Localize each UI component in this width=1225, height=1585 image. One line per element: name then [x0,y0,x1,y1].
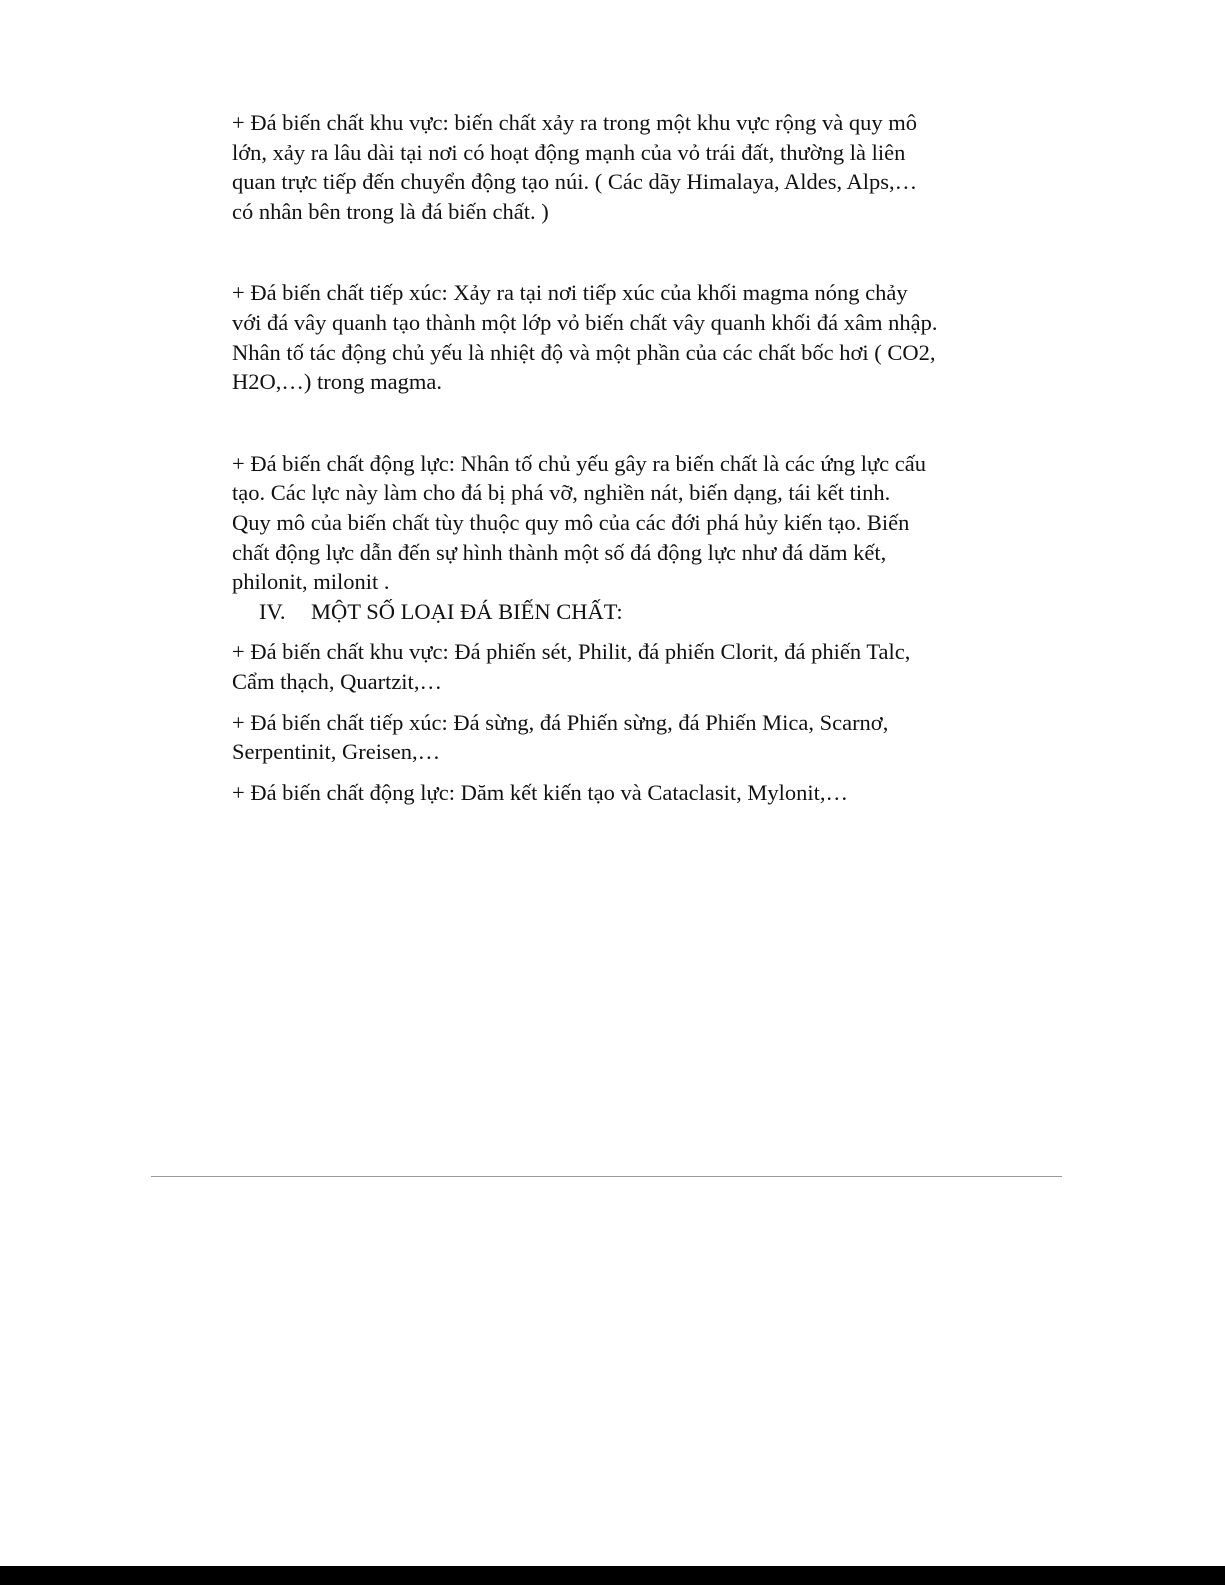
section-title: MỘT SỐ LOẠI ĐÁ BIẾN CHẤT: [311,598,623,624]
list-item-regional-rocks: + Đá biến chất khu vực: Đá phiến sét, Philit, đá phiến Clorit, đá phiến Talc, Cẩm thạch, Quartzit,… [232,639,911,694]
paragraph-contact-metamorphism: + Đá biến chất tiếp xúc: Xảy ra tại nơi tiếp xúc của khối magma nóng chảy với đá vây quanh tạo thành một lớp vỏ biến chất vây quanh khối đá xâm nhập. Nhân tố tác động chủ yếu là nhiệt độ và một phần của các chất bốc hơi ( CO2, H2O,…) trong magma. [232,280,938,395]
section-number: IV. [259,598,286,624]
list-item-dynamic-rocks: + Đá biến chất động lực: Dăm kết kiến tạo và Cataclasit, Mylonit,… [232,779,848,805]
paragraph-regional-metamorphism: + Đá biến chất khu vực: biến chất xảy ra trong một khu vực rộng và quy mô lớn, xảy ra lâu dài tại nơi có hoạt động mạnh của vỏ trái đất, thường là liên quan trực tiếp đến chuyển động tạo núi. ( Các dãy Himalaya, Aldes, Alps,… có nhân bên trong là đá biến chất. ) [232,110,918,224]
page-divider [151,1176,1062,1177]
list-item-contact-rocks: + Đá biến chất tiếp xúc: Đá sừng, đá Phiến sừng, đá Phiến Mica, Scarnơ, Serpentinit, Greisen,… [232,709,889,765]
page-bottom-edge [0,1566,1225,1585]
section-heading [232,597,992,627]
document-page [232,108,992,807]
paragraph-dynamic-metamorphism: + Đá biến chất động lực: Nhân tố chủ yếu gây ra biến chất là các ứng lực cấu tạo. Các lực này làm cho đá bị phá vỡ, nghiền nát, biến dạng, tái kết tinh. Quy mô của biến chất tùy thuộc quy mô của các đới phá hủy kiến tạo. Biến chất động lực dẫn đến sự hình thành một số đá động lực như đá dăm kết, philonit, milonit . [232,450,927,595]
